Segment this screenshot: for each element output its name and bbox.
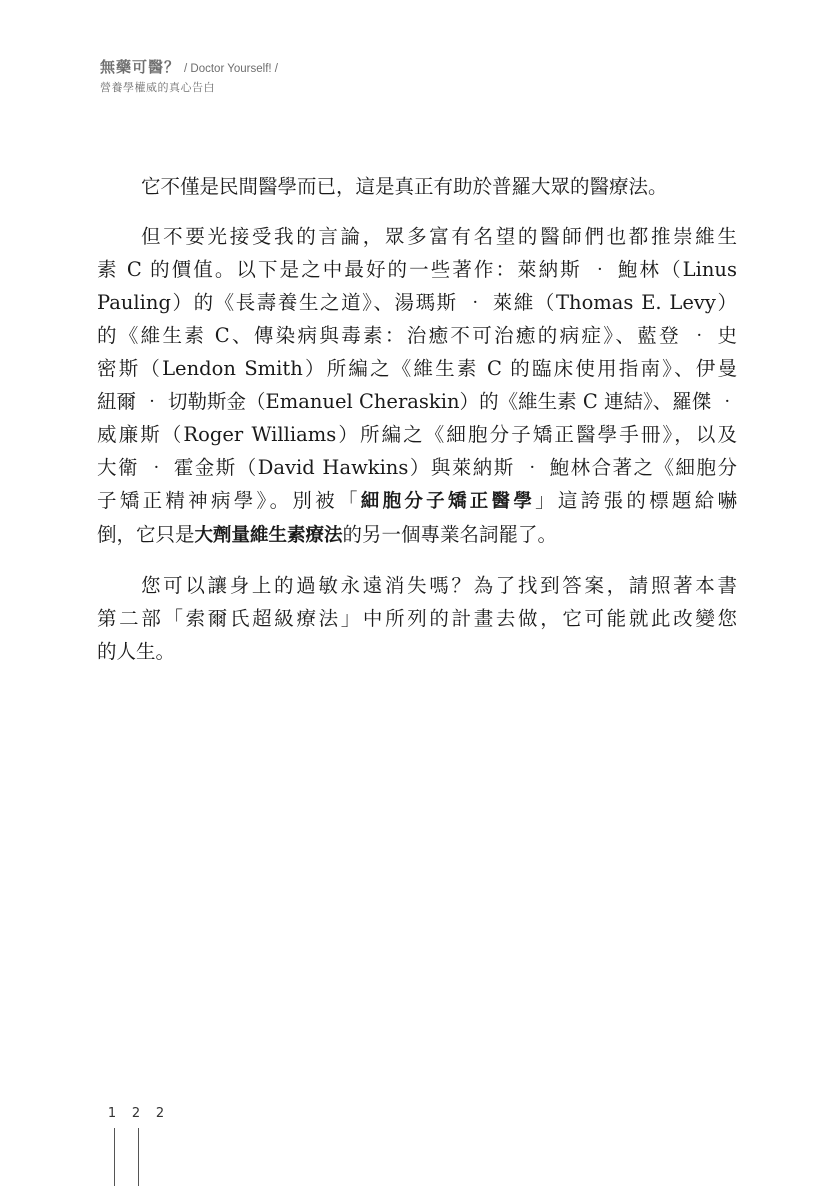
text-line: 威廉斯（Roger Williams）所編之《細胞分子矯正醫學手冊》，以及 bbox=[97, 423, 737, 446]
text-line: 您可以讓身上的過敏永遠消失嗎？為了找到答案，請照著本書 bbox=[141, 574, 737, 597]
page-number-digit: 1 bbox=[107, 1106, 117, 1121]
text-line: 的人生。 bbox=[97, 640, 176, 663]
paragraph bbox=[97, 569, 737, 668]
text-line: 第二部「索爾氏超級療法」中所列的計畫去做，它可能就此改變您 bbox=[97, 607, 737, 630]
emphasis-text: 大劑量維生素療法 bbox=[194, 525, 343, 546]
text-line: 子矯正精神病學》。別被「細胞分子矯正醫學」這誇張的標題給嚇 bbox=[97, 489, 737, 512]
page-number-digit: 2 bbox=[131, 1106, 141, 1121]
text-line: 大衛 ‧ 霍金斯（David Hawkins）與萊納斯 ‧ 鮑林合著之《細胞分 bbox=[97, 456, 737, 479]
emphasis-text: 細胞分子矯正醫學 bbox=[360, 491, 536, 512]
paragraph bbox=[97, 170, 737, 203]
text-line: 的《維生素 C、傳染病與毒素：治癒不可治癒的病症》、藍登 ‧ 史 bbox=[97, 324, 737, 347]
book-tagline: 營養學權威的真心告白 bbox=[100, 81, 215, 94]
book-title: 無藥可醫？ bbox=[100, 58, 181, 76]
text-line: 它不僅是民間醫學而已，這是真正有助於普羅大眾的醫療法。 bbox=[141, 175, 668, 198]
body-text bbox=[97, 170, 737, 685]
book-subtitle: / Doctor Yourself! / bbox=[184, 63, 278, 75]
running-head bbox=[100, 56, 278, 95]
folio-rule bbox=[114, 1128, 115, 1186]
page-number bbox=[100, 1106, 172, 1121]
text-line: 密斯（Lendon Smith）所編之《維生素 C 的臨床使用指南》、伊曼 bbox=[97, 357, 737, 380]
text-line: 倒，它只是大劑量維生素療法的另一個專業名詞罷了。 bbox=[97, 523, 558, 546]
text-line: 素 C 的價值。以下是之中最好的一些著作：萊納斯 ‧ 鮑林（Linus bbox=[97, 258, 737, 281]
text-line: 紐爾 ‧ 切勒斯金（Emanuel Cheraskin）的《維生素 C 連結》、羅傑 ‧ bbox=[97, 390, 737, 413]
running-head-title-row bbox=[100, 56, 278, 77]
folio-rule bbox=[138, 1128, 139, 1186]
text-line: 但不要光接受我的言論，眾多富有名望的醫師們也都推崇維生 bbox=[141, 225, 737, 248]
paragraph bbox=[97, 220, 737, 552]
page-number-digit: 2 bbox=[155, 1106, 165, 1121]
text-line: Pauling）的《長壽養生之道》、湯瑪斯 ‧ 萊維（Thomas E. Levy） bbox=[97, 291, 737, 314]
